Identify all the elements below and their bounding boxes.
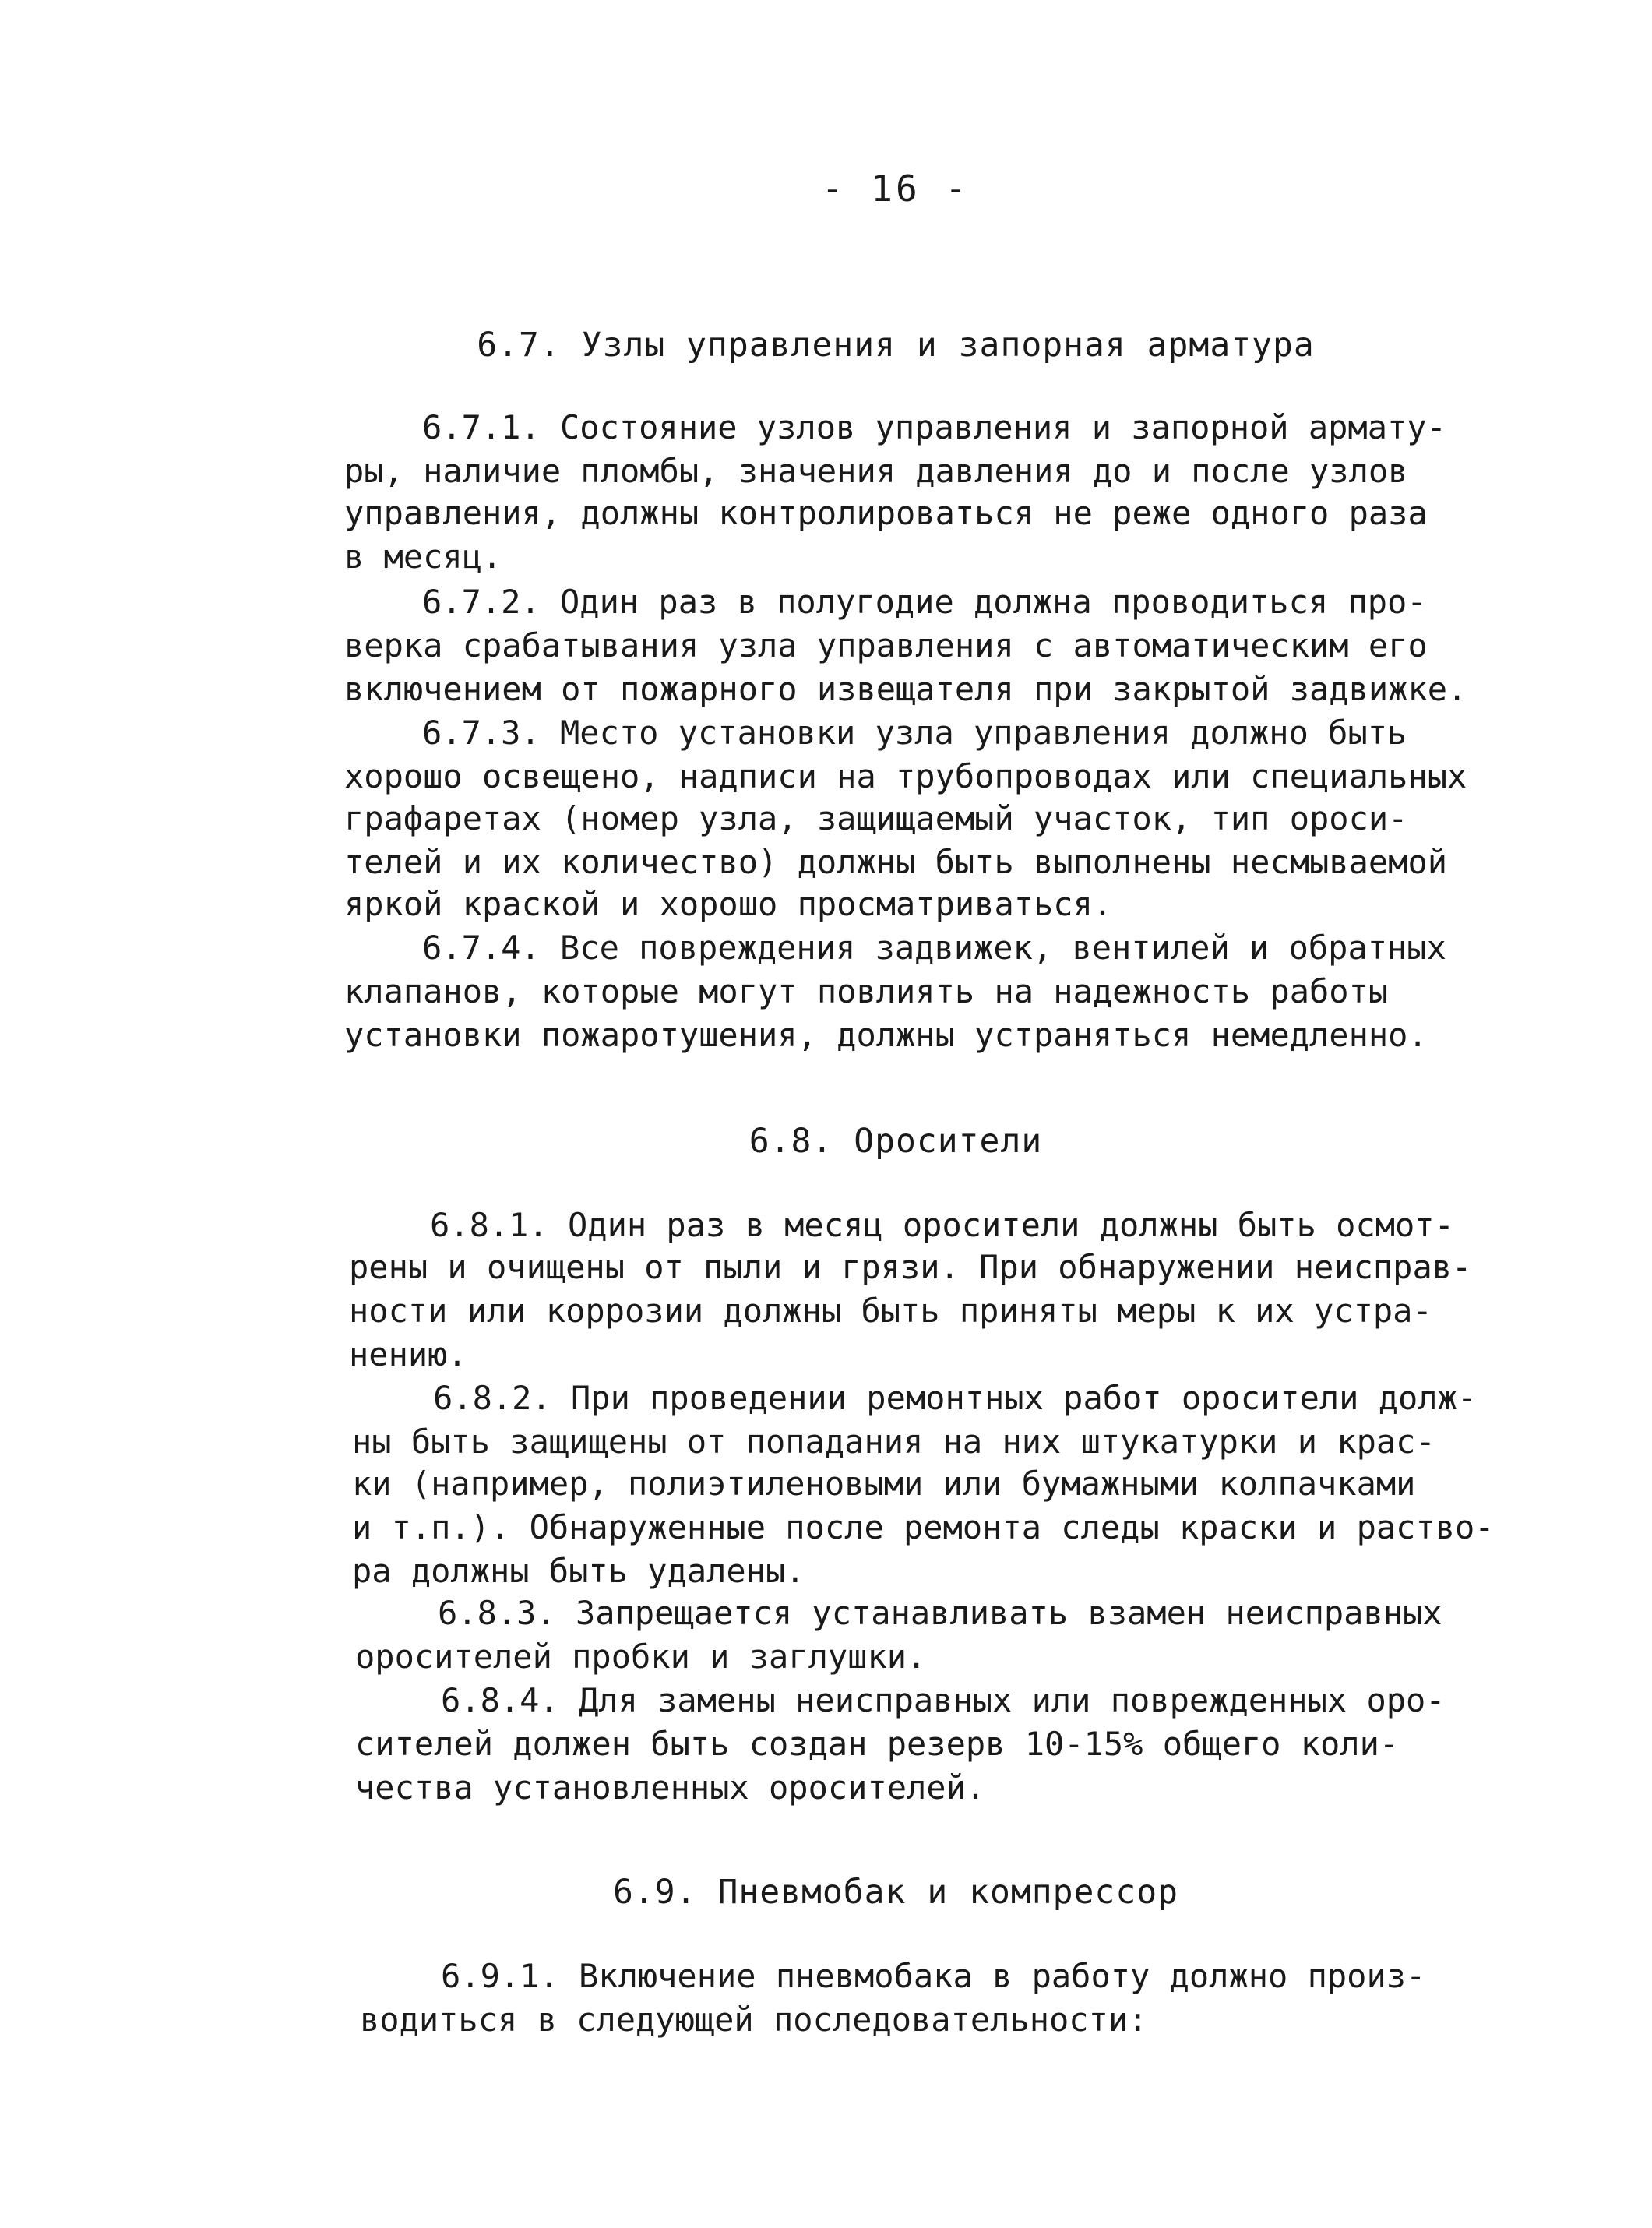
text-line: графаретах (номер узла, защищаемый участок, тип ороси- [344, 799, 1408, 837]
text-line: сителей должен быть создан резерв 10-15% общего коли- [355, 1725, 1400, 1763]
text-line: водиться в следующей последовательности: [360, 2001, 1148, 2039]
text-line: 6.7.4. Все повреждения задвижек, вентилей и обратных [422, 929, 1446, 967]
text-line: в месяц. [344, 538, 502, 576]
text-line: хорошо освещено, надписи на трубопроводах или специальных [344, 757, 1467, 795]
text-line: ны быть защищены от попадания на них штукатурки и крас- [352, 1422, 1435, 1461]
text-line: оросителей пробки и заглушки. [355, 1638, 927, 1676]
text-line: клапанов, которые могут повлиять на надежность работы [344, 972, 1389, 1010]
text-line: нению. [349, 1335, 467, 1373]
text-line: управления, должны контролироваться не реже одного раза [344, 494, 1428, 532]
section-heading-6-8: 6.8. Оросители [749, 1122, 1043, 1161]
text-line: 6.8.2. При проведении ремонтных работ оросители долж- [433, 1379, 1478, 1417]
text-line: включением от пожарного извещателя при закрытой задвижке. [344, 670, 1467, 708]
text-line: телей и их количество) должны быть выполнены несмываемой [344, 843, 1448, 881]
text-line: рены и очищены от пыли и грязи. При обнаружении неисправ- [349, 1248, 1472, 1286]
text-line: ки (например, полиэтиленовыми или бумажными колпачками [352, 1465, 1416, 1503]
text-line: яркой краской и хорошо просматриваться. [344, 885, 1113, 923]
text-line: 6.7.3. Место установки узла управления должно быть [422, 714, 1407, 752]
text-line: ности или коррозии должны быть приняты меры к их устра- [349, 1292, 1432, 1330]
section-heading-6-7: 6.7. Узлы управления и запорная арматура [477, 326, 1315, 365]
text-line: 6.8.1. Один раз в месяц оросители должны быть осмот- [430, 1206, 1454, 1244]
text-line: чества установленных оросителей. [355, 1768, 986, 1807]
page-number: - 16 - [821, 167, 970, 210]
text-line: верка срабатывания узла управления с автоматическим его [344, 626, 1428, 665]
text-line: и т.п.). Обнаруженные после ремонта следы краски и раство- [352, 1508, 1495, 1546]
text-line: ры, наличие пломбы, значения давления до и после узлов [344, 452, 1408, 490]
text-line: 6.8.3. Запрещается устанавливать взамен неисправных [438, 1594, 1442, 1632]
text-line: 6.7.2. Один раз в полугодие должна проводиться про- [422, 583, 1427, 621]
text-line: 6.7.1. Состояние узлов управления и запорной армату- [422, 408, 1446, 446]
text-line: ра должны быть удалены. [352, 1552, 805, 1590]
section-heading-6-9: 6.9. Пневмобак и компрессор [613, 1873, 1178, 1912]
text-line: 6.8.4. Для замены неисправных или поврежденных оро- [441, 1681, 1446, 1719]
text-line: установки пожаротушения, должны устраняться немедленно. [344, 1016, 1428, 1054]
text-line: 6.9.1. Включение пневмобака в работу должно произ- [441, 1957, 1426, 1995]
